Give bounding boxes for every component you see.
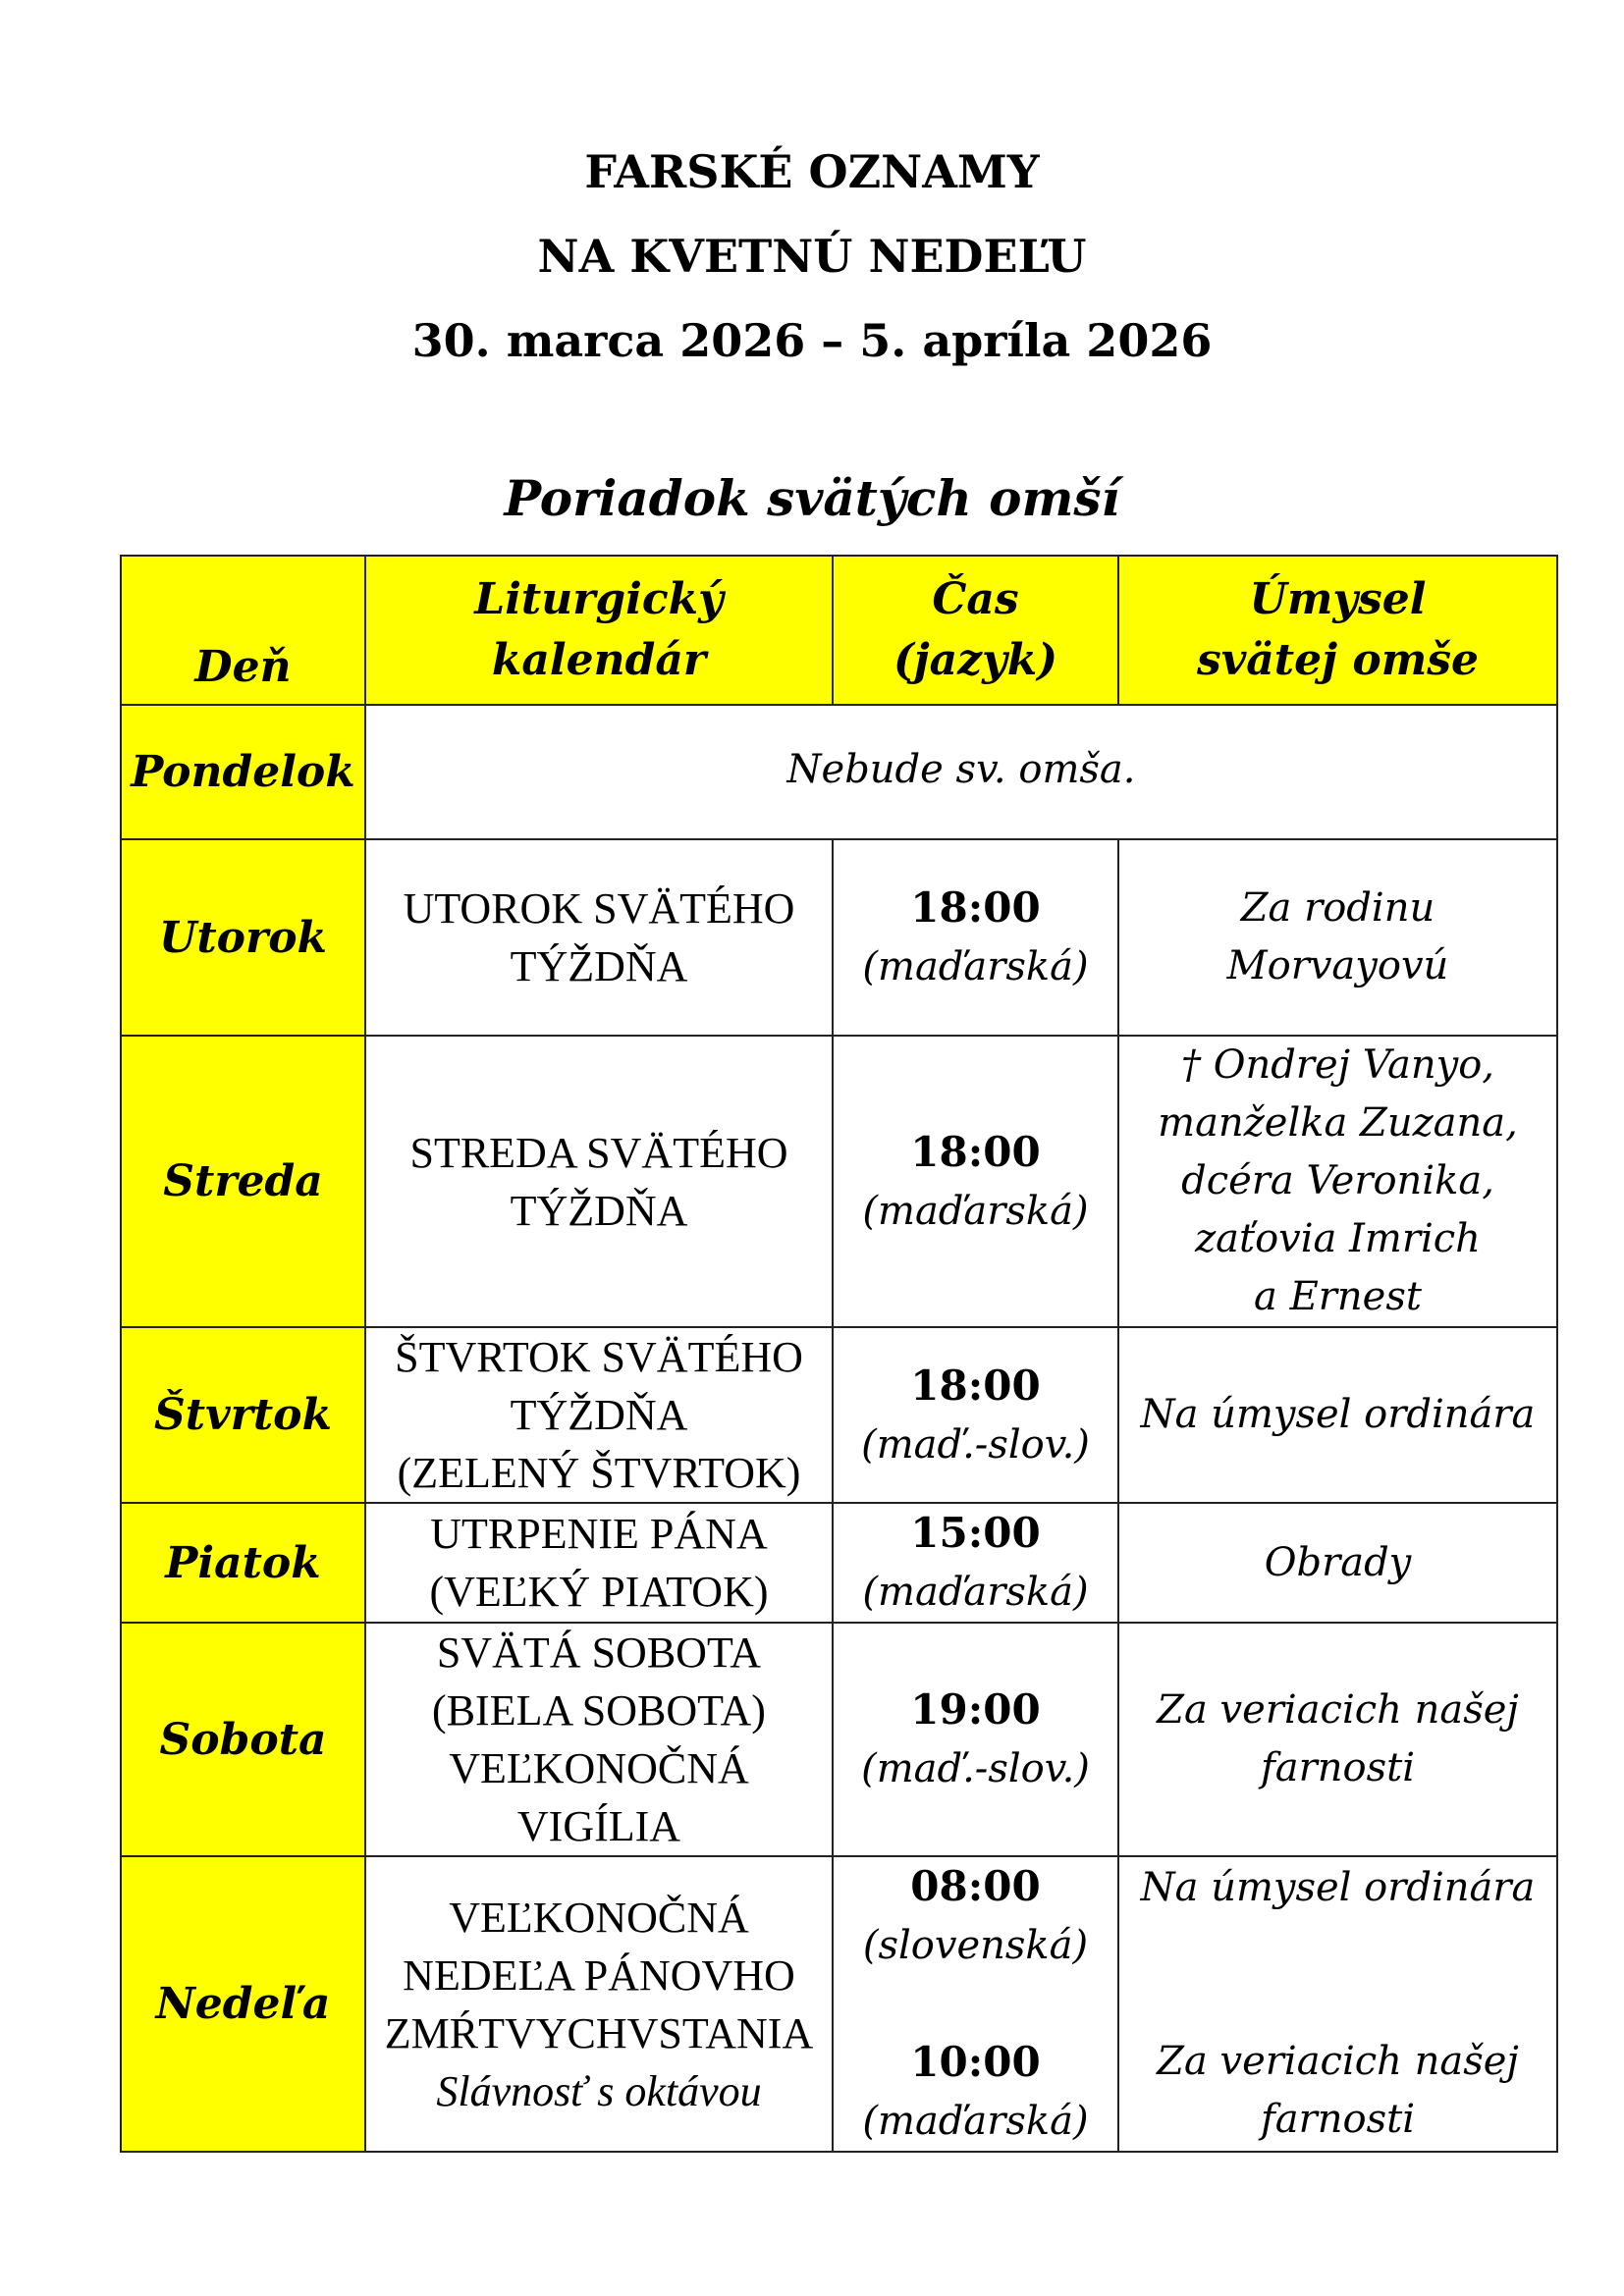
- cell-line: TÝŽDŇA: [510, 942, 688, 990]
- cell-line: TÝŽDŇA: [510, 1186, 688, 1235]
- liturgical-calendar-cell: [365, 1623, 833, 1856]
- cell-line: ŠTVRTOK SVÄTÉHO: [395, 1333, 803, 1381]
- language: (maď.-slov.): [861, 1421, 1090, 1468]
- time-cell: [833, 1856, 1118, 2152]
- cell-line: Slávnosť s oktávou: [436, 2066, 762, 2115]
- time: 18:00: [910, 1127, 1041, 1176]
- time-cell: [833, 1036, 1118, 1327]
- table-row: [121, 1623, 1557, 1856]
- day-cell: Sobota: [121, 1623, 365, 1856]
- cell-line: farnosti: [1260, 1745, 1415, 1790]
- table-row: [121, 1503, 1557, 1623]
- cell-line: NEDEĽA PÁNOVHO: [403, 1950, 795, 2000]
- table-row: [121, 705, 1557, 839]
- cell-line: UTRPENIE PÁNA: [430, 1510, 768, 1558]
- day-cell: Streda: [121, 1036, 365, 1327]
- intention-cell: [1118, 1623, 1557, 1856]
- no-mass-note: Nebude sv. omša.: [365, 705, 1557, 839]
- cell-line: VEĽKONOČNÁ: [449, 1893, 749, 1942]
- header-text: Liturgický: [474, 574, 724, 624]
- day-cell: Piatok: [121, 1503, 365, 1623]
- cell-line: Za veriacich našej: [1157, 2039, 1519, 2084]
- cell-line: manželka Zuzana,: [1158, 1100, 1518, 1146]
- language: (maďarská): [862, 1188, 1089, 1234]
- cell-line: (ZELENÝ ŠTVRTOK): [397, 1449, 801, 1497]
- time: 18:00: [910, 1361, 1041, 1410]
- liturgical-calendar-cell: [365, 1503, 833, 1623]
- intention-cell: [1118, 1327, 1557, 1503]
- cell-line: VEĽKONOČNÁ: [449, 1744, 749, 1792]
- cell-line: † Ondrej Vanyo,: [1180, 1042, 1494, 1088]
- table-row: [121, 1036, 1557, 1327]
- day-cell: Nedeľa: [121, 1856, 365, 2152]
- time-cell: [833, 1327, 1118, 1503]
- cell-line: Na úmysel ordinára: [1140, 1392, 1536, 1437]
- cell-line: Na úmysel ordinára: [1140, 1865, 1536, 1910]
- language: (slovenská): [862, 1923, 1089, 1968]
- cell-line: Za rodinu: [1240, 885, 1435, 931]
- cell-line: dcéra Veronika,: [1181, 1158, 1494, 1203]
- header-text: kalendár: [491, 635, 707, 685]
- cell-line: zaťovia Imrich: [1195, 1216, 1481, 1261]
- cell-line: farnosti: [1260, 2097, 1415, 2142]
- liturgical-calendar-cell: [365, 1327, 833, 1503]
- cell-line: UTOROK SVÄTÉHO: [403, 884, 795, 933]
- time: 18:00: [910, 883, 1041, 932]
- header-calendar: [365, 556, 833, 705]
- time-cell: [833, 1503, 1118, 1623]
- liturgical-calendar-cell: [365, 839, 833, 1036]
- cell-line: STREDA SVÄTÉHO: [409, 1128, 788, 1177]
- cell-line: Obrady: [1264, 1539, 1412, 1585]
- intention-cell: [1118, 1856, 1557, 2152]
- day-cell: Štvrtok: [121, 1327, 365, 1503]
- subtitle: Poriadok svätých omší: [504, 469, 1120, 527]
- time: 19:00: [910, 1685, 1041, 1734]
- header-time: [833, 556, 1118, 705]
- cell-line: Za veriacich našej: [1157, 1687, 1519, 1733]
- header-row: [121, 556, 1557, 705]
- cell-line: (BIELA SOBOTA): [432, 1686, 766, 1735]
- liturgical-calendar-cell: [365, 1036, 833, 1327]
- title-date-range: 30. marca 2026 – 5. apríla 2026: [411, 314, 1213, 367]
- header-text: svätej omše: [1196, 635, 1480, 685]
- day-cell: Utorok: [121, 839, 365, 1036]
- intention-cell: [1118, 839, 1557, 1036]
- header-text: Úmysel: [1249, 574, 1427, 624]
- table-row: [121, 839, 1557, 1036]
- mass-schedule-table: [120, 555, 1558, 2153]
- intention-cell: [1118, 1503, 1557, 1623]
- day-cell: Pondelok: [121, 705, 365, 839]
- intention-cell: [1118, 1036, 1557, 1327]
- cell-line: SVÄTÁ SOBOTA: [436, 1629, 762, 1677]
- liturgical-calendar-cell: [365, 1856, 833, 2152]
- cell-line: TÝŽDŇA: [510, 1391, 688, 1439]
- title-line-1: FARSKÉ OZNAMY: [584, 145, 1040, 198]
- header-day: Deň: [121, 556, 365, 705]
- time-cell: [833, 839, 1118, 1036]
- cell-line: a Ernest: [1254, 1274, 1422, 1319]
- table-row: [121, 1856, 1557, 2152]
- language: (maď.-slov.): [861, 1746, 1090, 1791]
- cell-line: ZMŔTVYCHVSTANIA: [384, 2008, 814, 2057]
- table-row: [121, 1327, 1557, 1503]
- header-text: Čas: [932, 574, 1019, 624]
- time: 10:00: [910, 2038, 1041, 2086]
- cell-line: VIGÍLIA: [516, 1802, 681, 1850]
- time-cell: [833, 1623, 1118, 1856]
- cell-line: (VEĽKÝ PIATOK): [429, 1568, 769, 1616]
- cell-line: Morvayovú: [1226, 943, 1449, 988]
- time: 08:00: [910, 1862, 1041, 1910]
- header-text: (jazyk): [893, 635, 1058, 685]
- language: (maďarská): [862, 944, 1089, 989]
- title-line-2: NA KVETNÚ NEDEĽU: [537, 230, 1087, 283]
- language: (maďarská): [862, 1570, 1089, 1615]
- header-intention: [1118, 556, 1557, 705]
- language: (maďarská): [862, 2099, 1089, 2144]
- time: 15:00: [910, 1509, 1041, 1557]
